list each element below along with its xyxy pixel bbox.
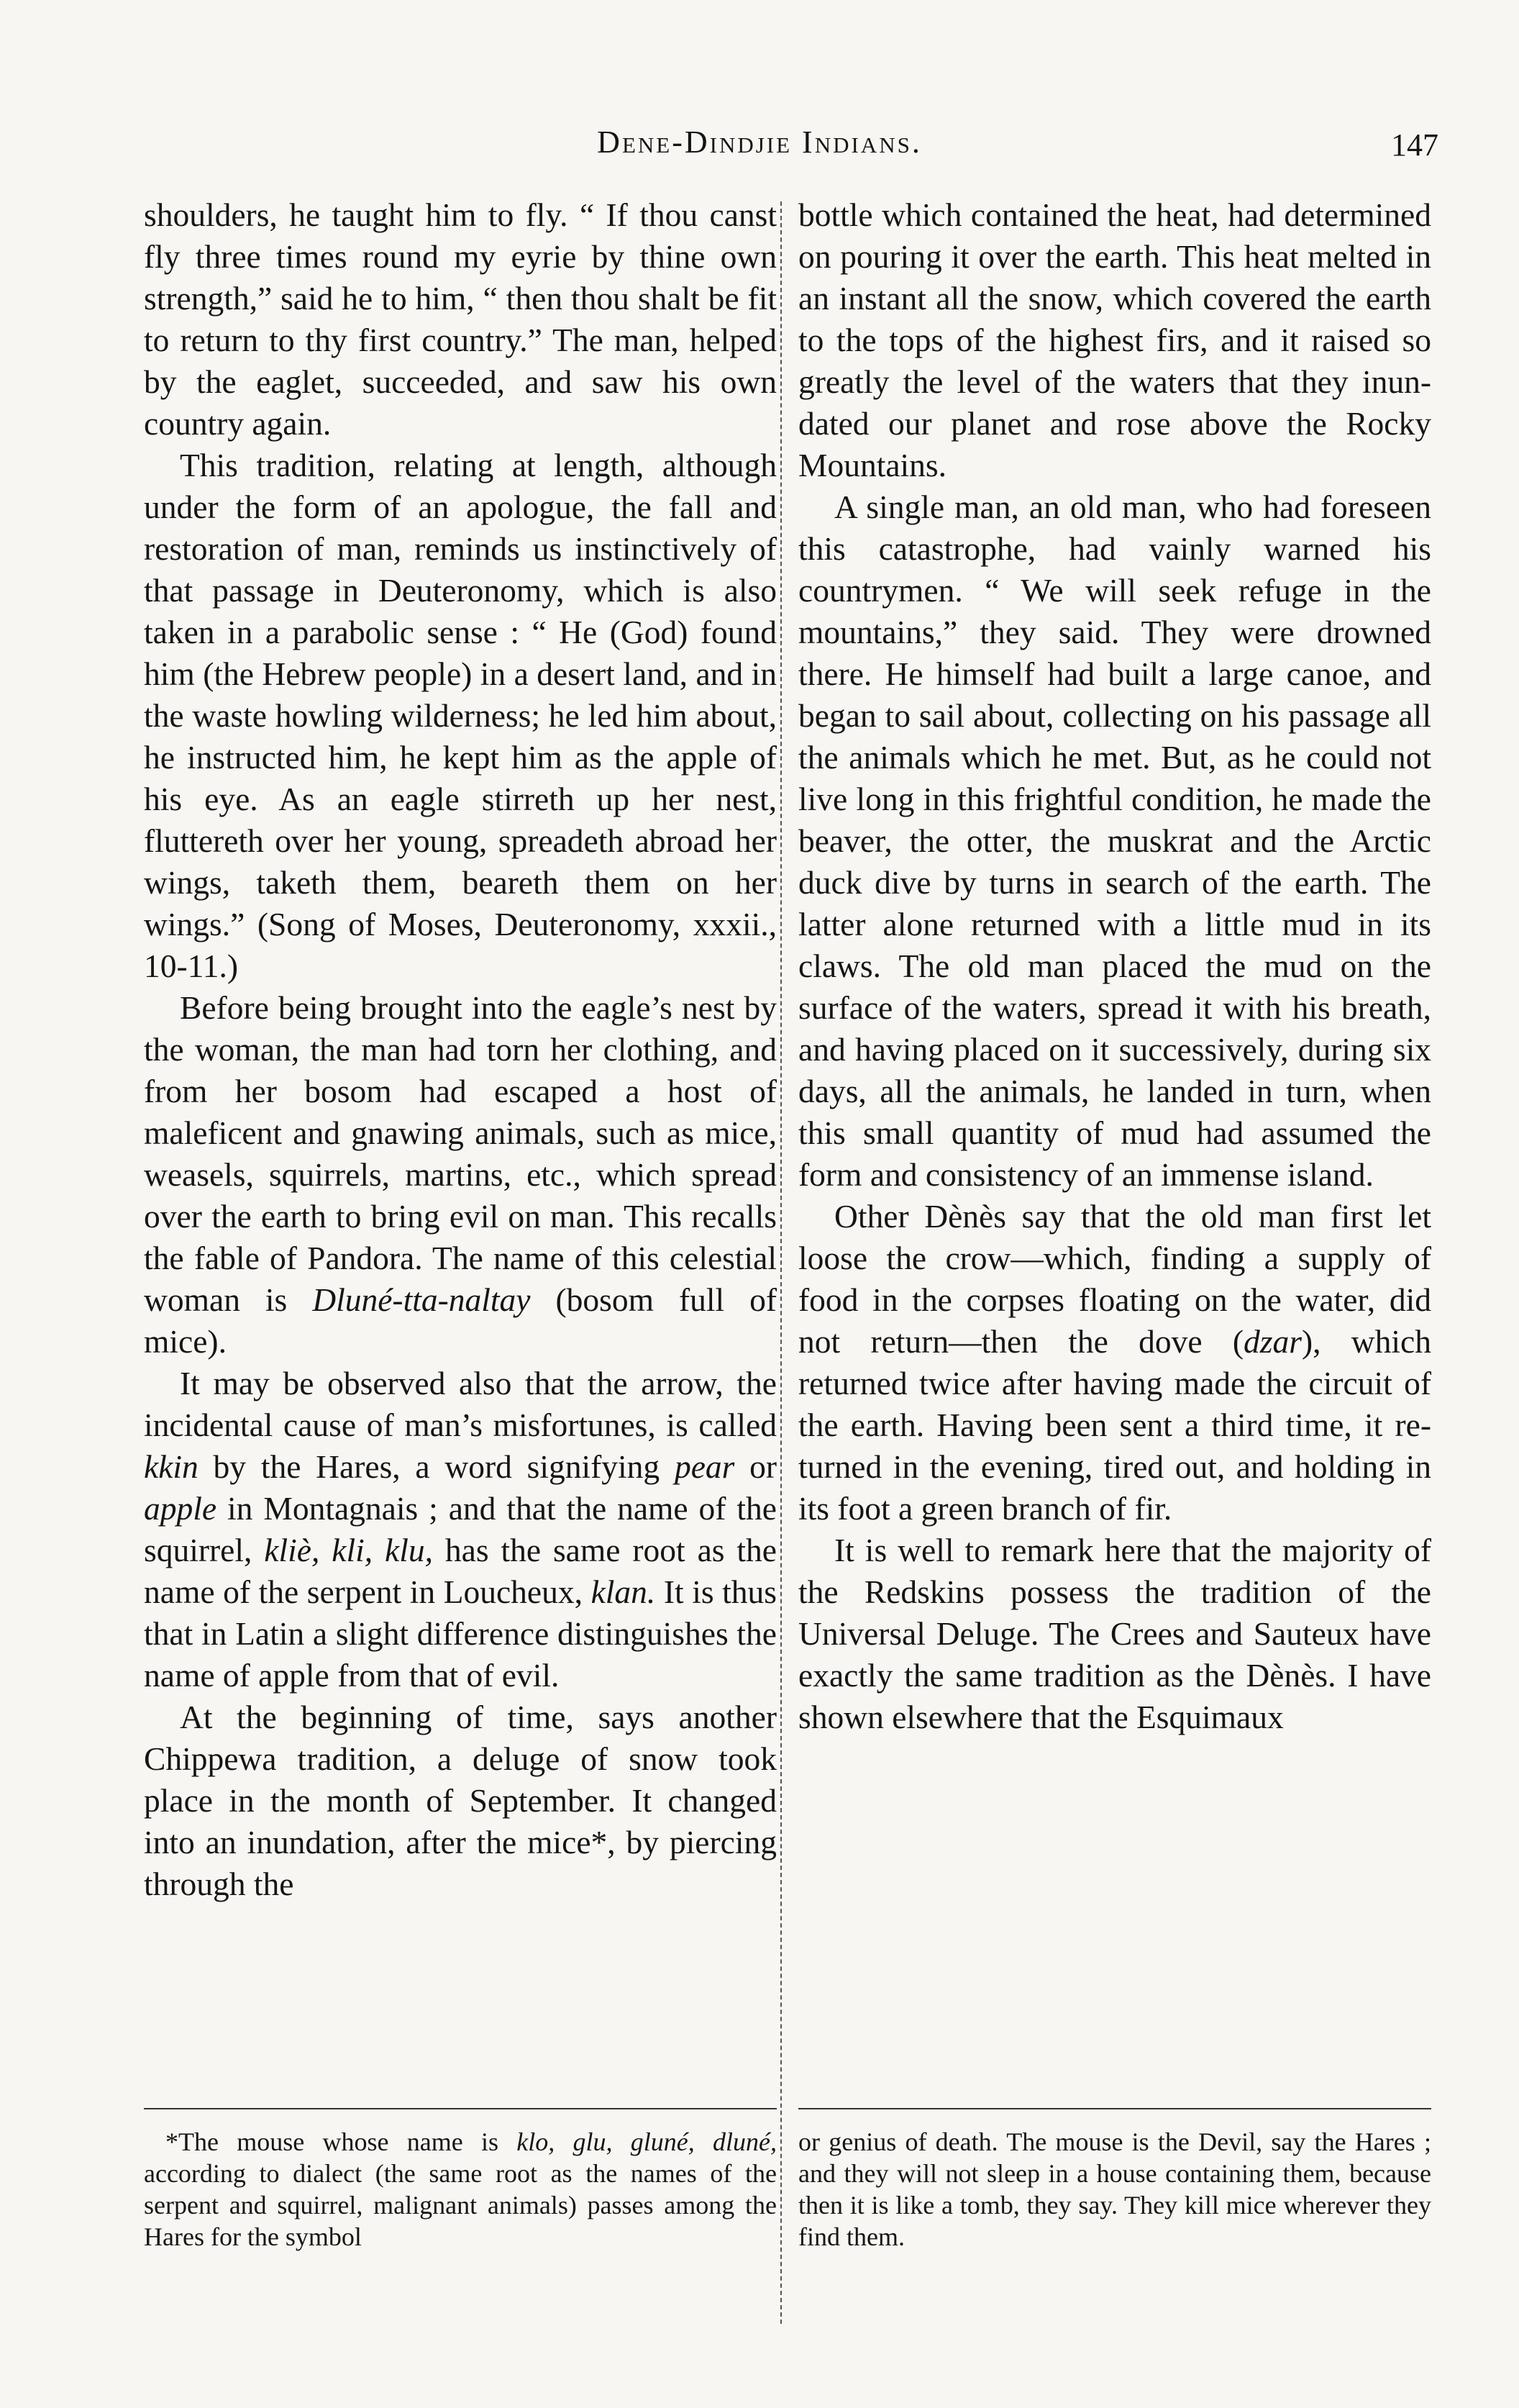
p4-seg-b: by the Hares, a word signifying [198, 1448, 675, 1485]
p4-seg-d: in Montagnais ; and that the name of the squirrel, [144, 1490, 777, 1568]
footnote-left-a: *The mouse whose name is [165, 2127, 517, 2156]
page-header [0, 124, 1519, 167]
footnote-rule-right [798, 2108, 1431, 2109]
left-paragraph-2: This tradition, relating at length, although under the form of an apologue, the fall and restoration of man, reminds us instinctively of that passage in Deuteronomy, which is also taken in a parabolic sense : “ He (God) found him (the Hebrew people) in a desert land, and in the waste howling wilderness; he led him about, he instructed him, he kept him as the apple of his eye. As an eagle stirreth up her nest, fluttereth over her young, spreadeth abroad her wings, taketh them, beareth them on her wings.” (Song of Moses, Deuteronomy, xxxii., 10-11.) [144, 447, 777, 984]
column-divider [780, 201, 783, 2324]
right-p3-seg-a: Other Dènès say that the old man first let loose the crow—which, finding a supply of food in the corpses floating on the water, did not return—then the dove ( [798, 1198, 1431, 1360]
celestial-woman-name: Dluné-tta-naltay [312, 1281, 531, 1318]
word-dzar: dzar [1244, 1323, 1302, 1360]
word-kkin: kkin [144, 1448, 199, 1485]
right-paragraph-2: A single man, an old man, who had foreseen this catastrophe, had vainly warned his countrymen. “ We will seek refuge in the mountains,” they said. They were drowned there. He himself had built a large canoe, and began to sail about, collecting on his passage all the animals which he met. But, as he could not live long in this frightful condition, he made the beaver, the otter, the muskrat and the Arctic duck dive by turns in search of the earth. The latter alone returned with a little mud in its claws. The old man placed the mud on the surface of the waters, spread it with his breath, and having placed on it successively, during six days, all the animals, he landed in turn, when this small quantity of mud had assumed the form and consistency of an immense island. [798, 489, 1431, 1193]
word-apple: apple [144, 1490, 217, 1527]
right-column [798, 194, 1431, 1738]
footnote-left-b: according to dialect (the same root as the names of the serpent and squirrel, malignant animals) passes among the Hares for the symbol [144, 2159, 777, 2251]
p4-seg-e: has the same root as the name of the serpent in Loucheux, [144, 1532, 777, 1610]
left-paragraph-4 [144, 1363, 777, 1696]
left-paragraph-3-text: Before being brought into the eagle’s nest by the woman, the man had torn her clothing, and from her bosom had escaped a host of maleficent and gnawing animals, such as mice, weasels, squirrels, martins, etc., which spread over the earth to bring evil on man. This recalls the fable of Pandora. The name of this celestial woman is [144, 989, 777, 1318]
p4-seg-f: It is thus that in Latin a slight difference distinguishes the name of apple from that of evil. [144, 1573, 777, 1694]
p4-seg-a: It may be observed also that the arrow, the incidental cause of man’s misfortunes, is called [144, 1365, 777, 1443]
left-column [144, 194, 777, 1905]
right-paragraph-3 [798, 1196, 1431, 1530]
right-p3-seg-b: ), which returned twice after having made the circuit of the earth. Having been sent a third time, it returned in the evening, tired out, and holding in its foot a green branch of fir. [798, 1323, 1431, 1527]
word-squirrel: kliè, kli, klu, [264, 1532, 433, 1568]
left-paragraph-3-end: (bosom full of mice). [144, 1281, 777, 1360]
page-number: 147 [1391, 127, 1438, 163]
footnote-mouse-names: klo, glu, gluné, dluné, [516, 2127, 777, 2156]
footnote-left [144, 2126, 777, 2253]
right-paragraph-1: bottle which contained the heat, had determined on pouring it over the earth. This heat melted in an instant all the snow, which covered the earth to the tops of the highest firs, and it raised so greatly the level of the waters that they inundated our planet and rose above the Rocky Mountains. [798, 196, 1431, 483]
word-klan: klan. [590, 1573, 656, 1610]
p4-seg-c: or [734, 1448, 777, 1485]
footnote-right: or genius of death. The mouse is the Devil, say the Hares ; and they will not sleep in a house containing them, because then it is like a tomb, they say. They kill mice wherever they find them. [798, 2127, 1431, 2251]
left-paragraph-5: At the beginning of time, says another Chippewa tradition, a deluge of snow took place in the month of September. It changed into an inundation, after the mice*, by piercing through the [144, 1699, 777, 1902]
right-paragraph-4: It is well to remark here that the majority of the Redskins possess the tradition of the Universal Deluge. The Crees and Sauteux have exactly the same tradition as the Dènès. I have shown elsewhere that the Esquimaux [798, 1532, 1431, 1735]
footnote-rule-left [144, 2108, 777, 2109]
left-paragraph-3 [144, 987, 777, 1363]
left-paragraph-1: shoulders, he taught him to fly. “ If thou canst fly three times round my eyrie by thine own strength,” said he to him, “ then thou shalt be fit to return to thy first country.” The man, helped by the eaglet, succeeded, and saw his own country again. [144, 196, 777, 442]
running-title: Dene-Dindjie Indians. [597, 124, 922, 160]
word-pear: pear [674, 1448, 735, 1485]
